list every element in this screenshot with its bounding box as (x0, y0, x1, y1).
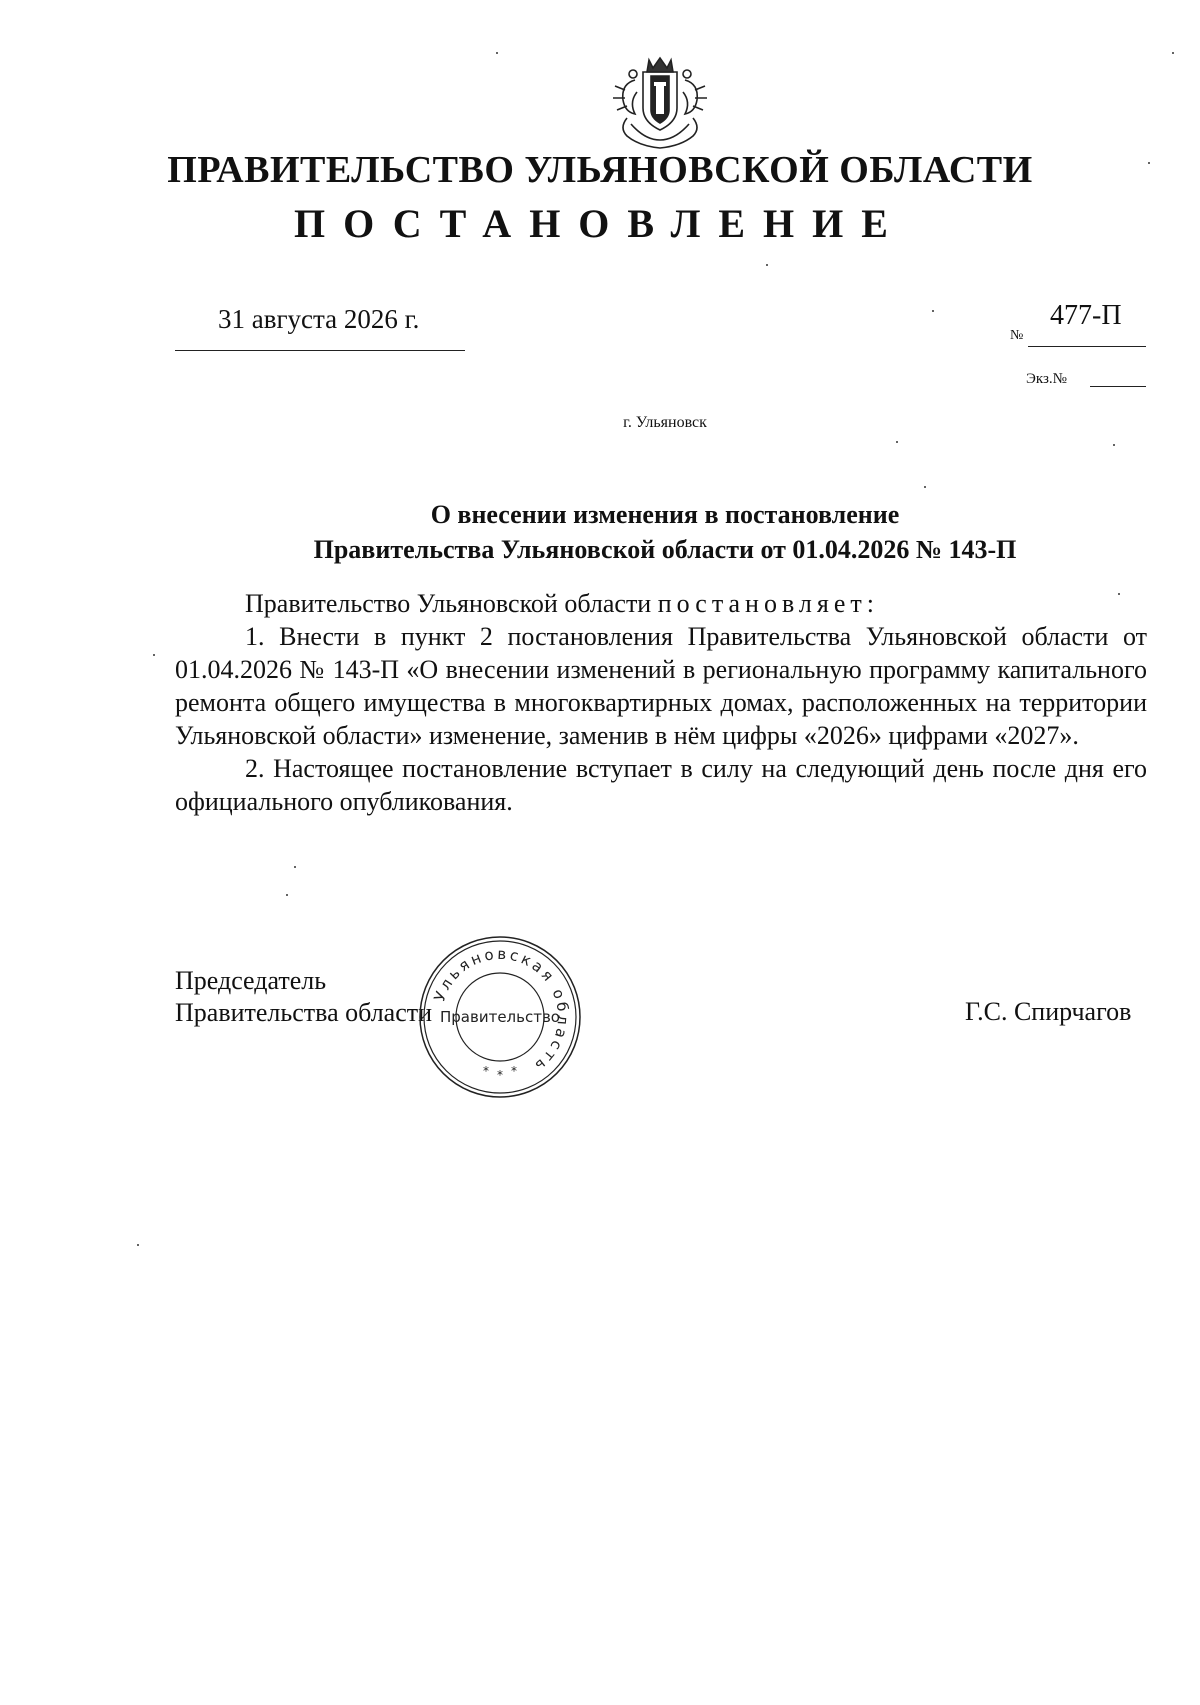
scan-speck (294, 866, 296, 868)
document-body (175, 587, 1147, 818)
svg-text:*: * (511, 1064, 517, 1078)
scan-speck (932, 310, 934, 312)
scan-speck (766, 264, 768, 266)
scan-speck (896, 441, 898, 443)
copy-number-underline (1090, 386, 1146, 387)
scan-speck (1113, 444, 1115, 446)
official-seal-stamp (415, 932, 585, 1102)
document-number: 477-П (1050, 300, 1122, 331)
number-underline (1028, 346, 1146, 347)
scan-speck (153, 654, 155, 656)
position-line-2: Правительства области (175, 998, 433, 1027)
scan-speck (1172, 52, 1174, 54)
position-line-1: Председатель (175, 966, 327, 995)
signatory-name: Г.С. Спирчагов (965, 997, 1132, 1026)
scan-speck (1118, 593, 1120, 595)
copy-number-label: Экз.№ (1026, 371, 1067, 387)
date-underline (175, 350, 465, 351)
scan-speck (137, 1244, 139, 1246)
document-subject (0, 497, 1200, 567)
subject-line-1: О внесении изменения в постановление (430, 500, 900, 529)
document-type-title: ПОСТАНОВЛЕНИЕ (294, 201, 906, 246)
item-1: 1. Внести в пункт 2 постановления Правительства Ульяновской области от 01.04.2026 № 143-П «О внесении изменений в региональную программу капитального ремонта общего имущества в многоквартирных домах, расположенных на территории Ульяновской области» изменение, заменив в нём цифры «2026» цифрами «2027». (175, 622, 1147, 750)
subject-line-2: Правительства Ульяновской области от 01.04.2026 № 143-П (313, 535, 1017, 564)
preamble-start: Правительство Ульяновской области (245, 589, 658, 618)
scan-speck (496, 52, 498, 54)
svg-text:*: * (483, 1064, 489, 1078)
item-2: 2. Настоящее постановление вступает в силу на следующий день после дня его официального опубликования. (175, 754, 1147, 816)
scan-speck (286, 894, 288, 896)
preamble (175, 587, 1147, 620)
coat-of-arms-emblem (605, 50, 715, 160)
government-title: ПРАВИТЕЛЬСТВО УЛЬЯНОВСКОЙ ОБЛАСТИ (167, 149, 1033, 191)
seal-center-text: Правительство (440, 1008, 560, 1026)
city-name: г. Ульяновск (623, 414, 707, 431)
preamble-keyword: постановляет (657, 589, 867, 618)
svg-text:*: * (497, 1068, 503, 1082)
document-date: 31 августа 2026 г. (218, 304, 420, 334)
preamble-end: : (866, 589, 874, 618)
svg-text:Ульяновская область: Ульяновская область (430, 944, 573, 1077)
scan-speck (924, 486, 926, 488)
scan-speck (1148, 162, 1150, 164)
number-label: № (1010, 328, 1024, 343)
signatory-position (175, 965, 432, 1029)
